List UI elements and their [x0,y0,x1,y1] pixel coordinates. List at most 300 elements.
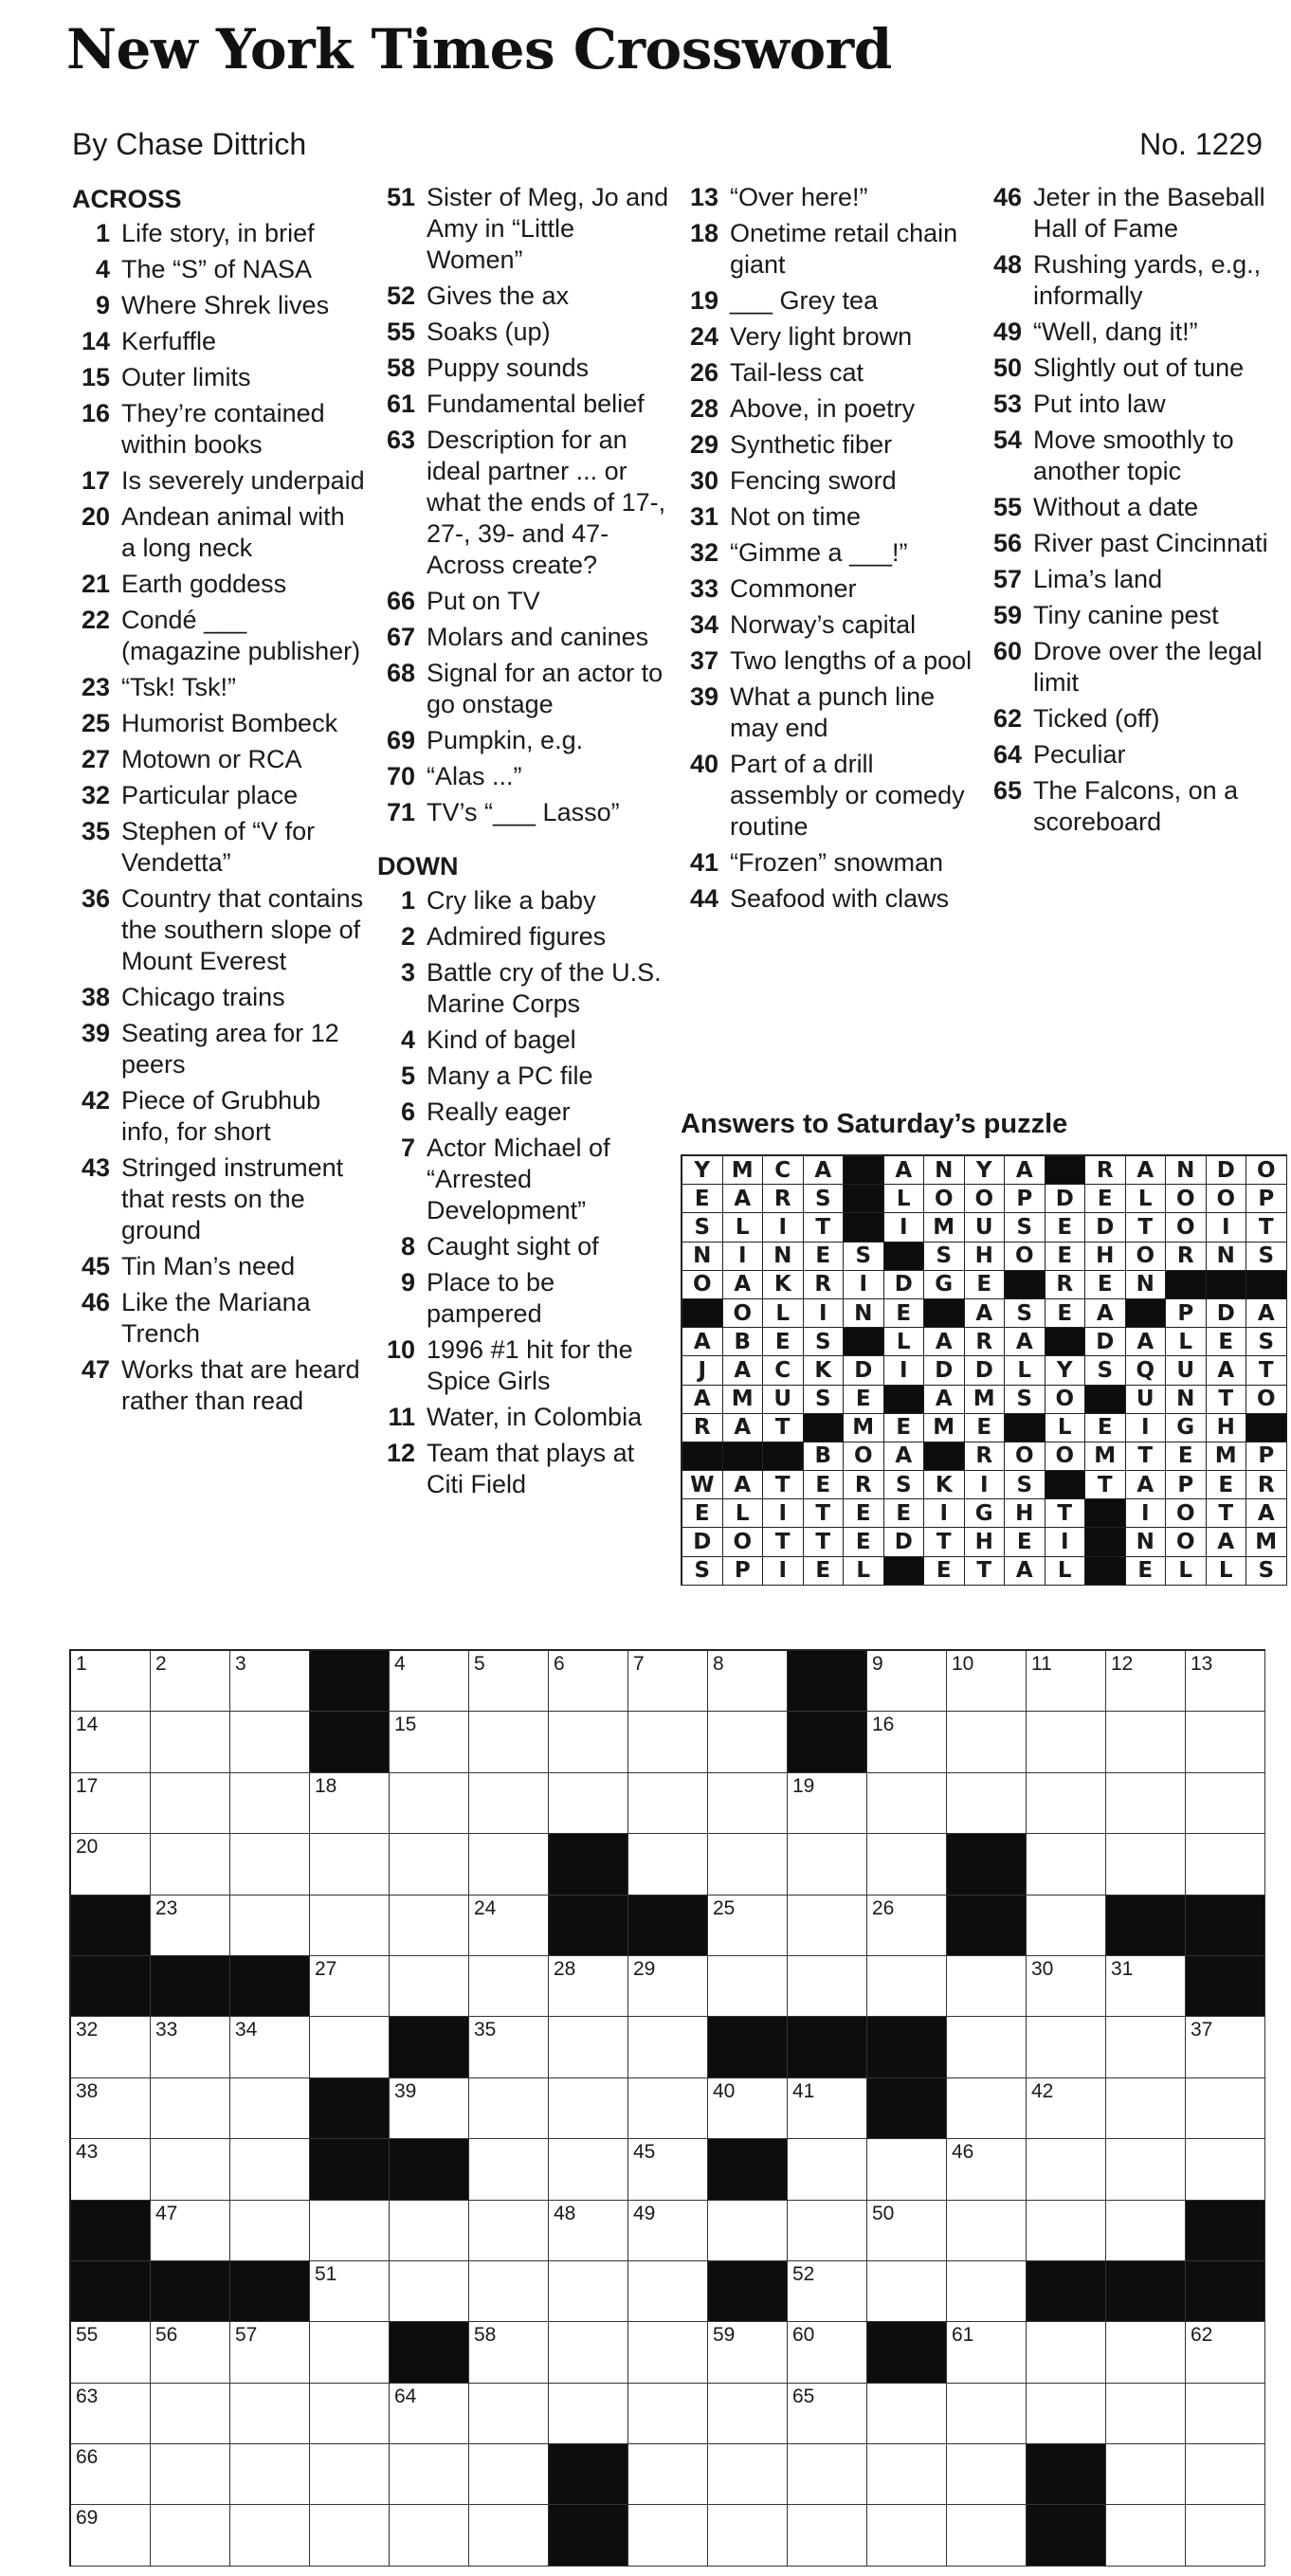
clue-number: 25 [81,709,110,737]
black-square [708,2139,788,2200]
grid-cell[interactable] [788,2261,867,2322]
grid-cell[interactable] [1186,1773,1265,1834]
grid-cell[interactable] [1186,2505,1265,2566]
grid-cell[interactable] [549,2322,628,2383]
grid-cell[interactable] [1027,1651,1106,1712]
grid-cell[interactable] [708,2322,788,2383]
grid-cell[interactable] [151,2505,230,2566]
grid-cell[interactable] [947,1956,1027,2017]
grid-cell[interactable] [71,2139,151,2200]
grid-cell[interactable] [1027,2078,1106,2139]
grid-cell[interactable] [310,2201,390,2261]
grid-cell[interactable] [151,1834,230,1895]
grid-cell[interactable] [230,2322,310,2383]
grid-cell[interactable] [1027,1896,1106,1956]
grid-cell[interactable] [151,1651,230,1712]
clue-text: Really eager [427,1098,571,1126]
grid-cell[interactable] [708,2444,788,2505]
grid-cell[interactable] [310,1834,390,1895]
grid-cell[interactable] [788,2078,867,2139]
grid-cell[interactable] [708,1773,788,1834]
grid-cell[interactable] [469,2078,549,2139]
grid-cell[interactable] [310,1896,390,1956]
grid-cell[interactable] [867,1773,947,1834]
clue-number: 29 [689,430,718,459]
grid-cell[interactable] [1186,2384,1265,2444]
grid-cell[interactable] [1027,1773,1106,1834]
answer-cell: U [763,1386,804,1414]
clue-number: 33 [689,574,718,603]
grid-cell[interactable] [867,2139,947,2200]
clue-number: 7 [400,1134,415,1162]
cell-number: 17 [76,1774,99,1797]
answer-cell: R [965,1328,1006,1356]
grid-cell[interactable] [1106,1651,1186,1712]
grid-cell[interactable] [947,2201,1027,2261]
answer-cell: A [682,1386,723,1414]
clue-text: “Over here!” [730,183,868,211]
grid-cell[interactable] [1106,2078,1186,2139]
across-clue [72,1354,366,1417]
answer-cell: A [1207,1356,1247,1385]
clue-number: 37 [689,646,718,675]
grid-cell[interactable] [1186,2322,1265,2383]
cell-number: 12 [1111,1653,1134,1675]
grid-cell[interactable] [230,1651,310,1712]
grid-cell[interactable] [1186,2017,1265,2077]
puzzle-number: No. 1229 [1139,127,1263,161]
grid-cell[interactable] [390,1773,469,1834]
answer-cell: Y [682,1156,723,1185]
answer-cell: S [924,1243,965,1271]
grid-cell[interactable] [549,1712,628,1772]
clue-number: 54 [992,426,1022,454]
grid-cell[interactable] [867,1651,947,1712]
clue-number: 65 [992,776,1022,805]
grid-cell[interactable] [867,1956,947,2017]
answer-cell: H [1207,1414,1247,1442]
grid-cell[interactable] [708,1712,788,1772]
grid-cell[interactable] [1106,1834,1186,1895]
grid-cell[interactable] [390,2078,469,2139]
grid-cell[interactable] [947,2505,1027,2566]
grid-cell[interactable] [867,1896,947,1956]
grid-cell[interactable] [1106,2017,1186,2077]
grid-cell[interactable] [1106,1956,1186,2017]
grid-cell[interactable] [549,1956,628,2017]
down-clue [681,609,974,641]
cell-number: 20 [76,1836,99,1859]
clue-number: 6 [400,1098,415,1126]
clue-number: 61 [386,390,415,418]
answer-cell: L [884,1185,925,1213]
grid-cell[interactable] [708,2505,788,2566]
clue-text: Seating area for 12 peers [121,1019,339,1079]
grid-cell[interactable] [310,1956,390,2017]
grid-cell[interactable] [230,1712,310,1772]
cell-number: 24 [474,1896,497,1919]
grid-cell[interactable] [390,1956,469,2017]
grid-cell[interactable] [151,2017,230,2077]
grid-cell[interactable] [708,2078,788,2139]
grid-cell[interactable] [1186,2139,1265,2200]
cell-number: 52 [792,2262,815,2285]
clue-number: 55 [992,493,1022,521]
grid-cell[interactable] [1027,1956,1106,2017]
clue-number: 1 [400,886,415,915]
answer-cell: E [682,1499,723,1528]
grid-cell[interactable] [469,1773,549,1834]
grid-cell[interactable] [1186,1834,1265,1895]
grid-cell[interactable] [390,1651,469,1712]
grid-cell[interactable] [867,2505,947,2566]
down-clue [984,389,1278,420]
grid-cell[interactable] [469,2505,549,2566]
grid-cell[interactable] [390,1834,469,1895]
grid-cell[interactable] [469,2201,549,2261]
grid-cell[interactable] [1106,2384,1186,2444]
grid-cell[interactable] [151,1896,230,1956]
grid-cell[interactable] [947,2261,1027,2322]
cell-number: 66 [76,2446,99,2469]
grid-cell[interactable] [230,2505,310,2566]
across-clue [72,672,366,703]
cell-number: 13 [1191,1653,1213,1675]
grid-cell[interactable] [310,2384,390,2444]
grid-cell[interactable] [628,1712,708,1772]
grid-cell[interactable] [708,1651,788,1712]
answer-cell: O [723,1528,764,1556]
grid-cell[interactable] [1027,2384,1106,2444]
cell-number: 14 [76,1714,99,1736]
clue-number: 46 [81,1288,110,1316]
clue-text: What a punch line may end [730,682,936,742]
answer-cell: L [884,1328,925,1356]
grid-cell[interactable] [549,2078,628,2139]
cell-number: 9 [872,1653,883,1675]
answer-cell: D [1207,1156,1247,1185]
grid-cell[interactable] [310,2017,390,2077]
down-clue [681,847,974,879]
grid-cell[interactable] [867,2444,947,2505]
grid-cell[interactable] [947,2078,1027,2139]
answer-cell: D [844,1356,884,1385]
grid-cell[interactable] [71,2322,151,2383]
grid-cell[interactable] [71,2505,151,2566]
grid-cell[interactable] [230,1896,310,1956]
grid-cell[interactable] [310,2505,390,2566]
answer-cell: I [763,1557,804,1586]
grid-cell[interactable] [628,2201,708,2261]
clue-number: 57 [992,565,1022,593]
grid-cell[interactable] [947,1712,1027,1772]
clue-text: Norway’s capital [730,610,917,639]
answer-cell: E [1085,1271,1126,1299]
grid-cell[interactable] [1106,2322,1186,2383]
grid-cell[interactable] [151,2201,230,2261]
grid-cell[interactable] [628,2322,708,2383]
grid-cell[interactable] [151,2444,230,2505]
grid-cell[interactable] [708,2201,788,2261]
grid-cell[interactable] [1027,1712,1106,1772]
grid-cell[interactable] [390,2444,469,2505]
cell-number: 7 [633,1653,645,1675]
grid-cell[interactable] [788,2384,867,2444]
grid-cell[interactable] [151,2322,230,2383]
grid-cell[interactable] [628,1834,708,1895]
grid-cell[interactable] [628,2017,708,2077]
clue-number: 59 [992,601,1022,629]
grid-cell[interactable] [230,2139,310,2200]
black-square [1106,2261,1186,2322]
grid-cell[interactable] [628,1956,708,2017]
grid-cell[interactable] [867,1712,947,1772]
grid-cell[interactable] [628,1773,708,1834]
grid-cell[interactable] [310,2444,390,2505]
answer-cell: R [965,1442,1006,1471]
grid-cell[interactable] [469,2444,549,2505]
answer-cell: T [763,1528,804,1556]
grid-cell[interactable] [71,1712,151,1772]
grid-cell[interactable] [310,1773,390,1834]
clue-number: 71 [386,798,415,826]
answer-cell: K [804,1356,845,1385]
grid-cell[interactable] [71,2078,151,2139]
grid-cell[interactable] [469,1651,549,1712]
grid-cell[interactable] [71,1834,151,1895]
grid-cell[interactable] [230,1834,310,1895]
answer-cell: I [965,1471,1006,1499]
answer-cell: O [1046,1442,1086,1471]
grid-cell[interactable] [628,1651,708,1712]
grid-cell[interactable] [788,1956,867,2017]
answer-cell: O [965,1185,1006,1213]
clue-text: Move smoothly to another topic [1033,426,1234,485]
grid-cell[interactable] [628,2444,708,2505]
grid-cell[interactable] [549,1651,628,1712]
grid-cell[interactable] [947,2017,1027,2077]
clue-column-2 [377,182,671,1505]
down-clue [984,703,1278,735]
grid-cell[interactable] [867,2261,947,2322]
clue-text: Condé ___ (magazine publisher) [121,606,361,665]
grid-cell[interactable] [469,1896,549,1956]
across-clue [377,425,671,581]
grid-cell[interactable] [1186,1651,1265,1712]
clue-text: “Gimme a ___!” [730,538,908,567]
grid-cell[interactable] [71,2017,151,2077]
answer-black-square [1085,1386,1126,1414]
answer-cell: P [723,1557,764,1586]
cell-number: 50 [872,2202,895,2224]
grid-cell[interactable] [230,1773,310,1834]
grid-cell[interactable] [947,2139,1027,2200]
clue-number: 52 [386,281,415,310]
grid-cell[interactable] [788,1896,867,1956]
grid-cell[interactable] [628,2139,708,2200]
grid-cell[interactable] [947,2322,1027,2383]
grid-cell[interactable] [708,1896,788,1956]
answer-black-square [844,1213,884,1242]
grid-cell[interactable] [549,2384,628,2444]
grid-cell[interactable] [151,1773,230,1834]
grid-cell[interactable] [628,2384,708,2444]
grid-cell[interactable] [1106,1712,1186,1772]
grid-cell[interactable] [549,2261,628,2322]
grid-cell[interactable] [230,2444,310,2505]
cell-number: 6 [554,1653,565,1675]
grid-cell[interactable] [151,2078,230,2139]
answer-cell: L [723,1499,764,1528]
grid-cell[interactable] [469,1834,549,1895]
grid-cell[interactable] [469,2384,549,2444]
grid-cell[interactable] [71,2384,151,2444]
grid-cell[interactable] [549,1773,628,1834]
black-square [1027,2261,1106,2322]
grid-cell[interactable] [549,2139,628,2200]
grid-cell[interactable] [549,2017,628,2077]
down-clue [377,1438,671,1500]
grid-cell[interactable] [1186,2078,1265,2139]
down-clue [984,528,1278,559]
clue-number: 5 [400,1061,415,1090]
grid-cell[interactable] [1027,2322,1106,2383]
grid-cell[interactable] [1027,2139,1106,2200]
black-square [151,1956,230,2017]
clue-text: Ticked (off) [1033,704,1160,733]
cell-number: 29 [633,1957,656,1980]
answer-cell: E [1046,1213,1086,1242]
grid-cell[interactable] [788,2444,867,2505]
grid-cell[interactable] [947,2384,1027,2444]
answer-cell: P [1246,1442,1287,1471]
answer-black-square [1005,1414,1046,1442]
grid-cell[interactable] [390,2505,469,2566]
grid-cell[interactable] [628,2078,708,2139]
grid-cell[interactable] [1027,1834,1106,1895]
grid-cell[interactable] [708,2384,788,2444]
clue-number: 42 [81,1086,110,1115]
grid-cell[interactable] [469,1712,549,1772]
grid-cell[interactable] [469,2322,549,2383]
grid-cell[interactable] [390,2201,469,2261]
grid-cell[interactable] [1027,2201,1106,2261]
grid-cell[interactable] [1106,1773,1186,1834]
grid-cell[interactable] [947,1651,1027,1712]
answer-black-square [763,1442,804,1471]
grid-cell[interactable] [788,1834,867,1895]
down-clue [681,218,974,281]
grid-cell[interactable] [230,2017,310,2077]
grid-cell[interactable] [71,2444,151,2505]
answer-cell: A [723,1356,764,1385]
down-clue [681,645,974,677]
answer-cell: H [965,1528,1006,1556]
grid-cell[interactable] [230,2384,310,2444]
grid-cell[interactable] [788,2139,867,2200]
grid-cell[interactable] [310,2261,390,2322]
answer-cell: I [844,1271,884,1299]
grid-cell[interactable] [867,1834,947,1895]
answer-cell: E [1207,1471,1247,1499]
grid-cell[interactable] [71,1773,151,1834]
grid-cell[interactable] [708,1956,788,2017]
across-clue [72,254,366,285]
grid-cell[interactable] [628,2505,708,2566]
cell-number: 58 [474,2324,497,2347]
cell-number: 15 [394,1714,417,1736]
grid-cell[interactable] [947,2444,1027,2505]
grid-cell[interactable] [1027,2017,1106,2077]
grid-cell[interactable] [151,2384,230,2444]
grid-cell[interactable] [469,2139,549,2200]
grid-cell[interactable] [469,2261,549,2322]
grid-cell[interactable] [1106,2505,1186,2566]
answer-cell: U [1126,1386,1167,1414]
grid-cell[interactable] [549,2201,628,2261]
grid-cell[interactable] [390,2384,469,2444]
clue-text: “Frozen” snowman [730,848,944,877]
grid-cell[interactable] [867,2201,947,2261]
answer-cell: D [682,1528,723,1556]
clue-number: 11 [388,1403,415,1431]
across-clue [377,725,671,756]
clue-text: Tail-less cat [730,358,864,387]
grid-cell[interactable] [151,1712,230,1772]
answer-black-square [723,1442,764,1471]
down-clue [377,1061,671,1092]
answer-cell: G [924,1271,965,1299]
grid-cell[interactable] [788,2201,867,2261]
grid-cell[interactable] [230,2078,310,2139]
grid-cell[interactable] [1106,2139,1186,2200]
grid-cell[interactable] [151,2139,230,2200]
answer-cell: A [1246,1299,1287,1328]
grid-cell[interactable] [788,1773,867,1834]
grid-cell[interactable] [469,2017,549,2077]
grid-cell[interactable] [867,2384,947,2444]
grid-cell[interactable] [310,2322,390,2383]
grid-cell[interactable] [1106,2201,1186,2261]
grid-cell[interactable] [390,1712,469,1772]
grid-cell[interactable] [1186,2444,1265,2505]
grid-cell[interactable] [788,2505,867,2566]
grid-cell[interactable] [708,1834,788,1895]
clue-text: Soaks (up) [427,317,551,346]
grid-cell[interactable] [390,1896,469,1956]
answer-cell: S [1005,1213,1046,1242]
answer-cell: C [763,1356,804,1385]
answer-cell: I [1046,1528,1086,1556]
grid-cell[interactable] [469,1956,549,2017]
grid-cell[interactable] [628,2261,708,2322]
grid-cell[interactable] [947,1773,1027,1834]
grid-cell[interactable] [390,2261,469,2322]
grid-cell[interactable] [788,2322,867,2383]
grid-cell[interactable] [71,1651,151,1712]
answer-cell: U [965,1213,1006,1242]
answer-cell: E [1207,1328,1247,1356]
grid-cell[interactable] [1186,1712,1265,1772]
answer-cell: Y [1046,1356,1086,1385]
answer-cell: S [1246,1328,1287,1356]
grid-cell[interactable] [230,2201,310,2261]
black-square [788,1712,867,1772]
answer-cell: M [965,1386,1006,1414]
answer-black-square [924,1442,965,1471]
grid-cell[interactable] [1106,2444,1186,2505]
answer-cell: T [924,1528,965,1556]
